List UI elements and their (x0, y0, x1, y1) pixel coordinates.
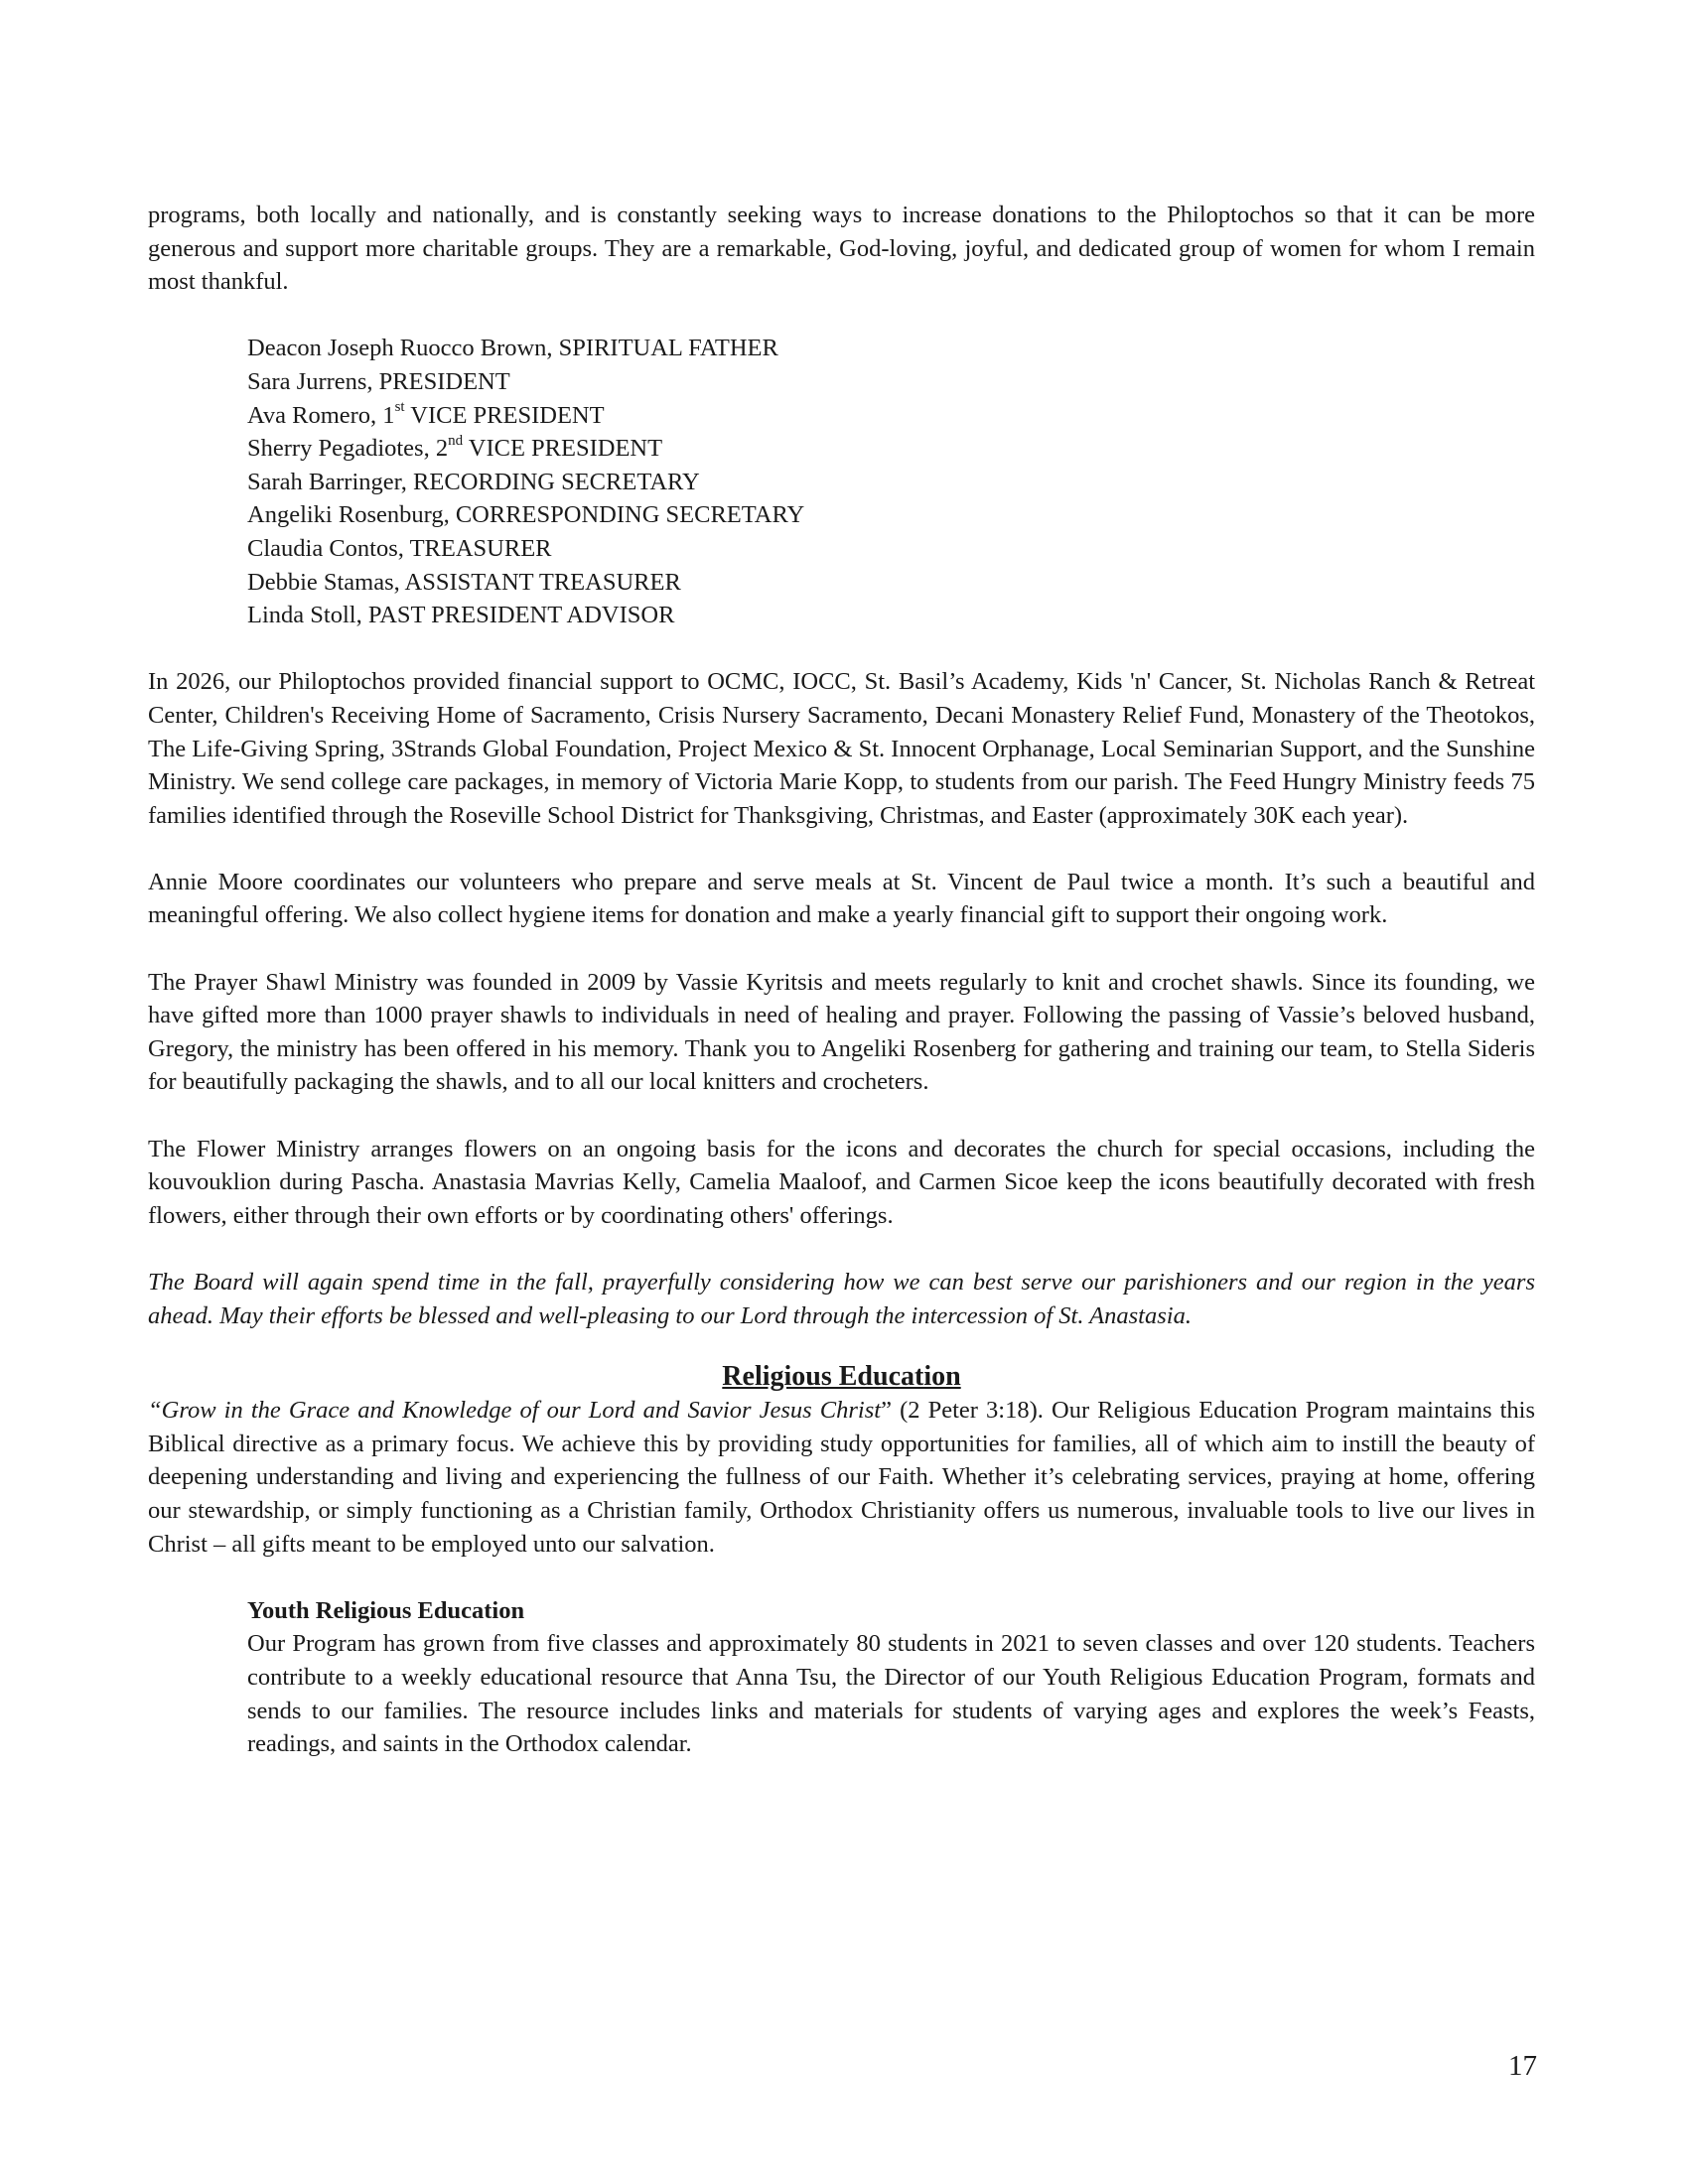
officer-text: Linda Stoll, PAST PRESIDENT ADVISOR (247, 602, 675, 629)
quote-close: ” (881, 1397, 892, 1425)
officer-text: Claudia Contos, TREASURER (247, 534, 552, 562)
officer-text: Sara Jurrens, PRESIDENT (247, 367, 510, 395)
vincent-paragraph: Annie Moore coordinates our volunteers who prepare and serve meals at St. Vincent de Paul twice a month. It’s such a beautiful and meaningful offering. We also collect hygiene items for donation and make a yearly financial gift to support their ongoing work. (148, 868, 1535, 929)
scripture-quote: “Grow in the Grace and Knowledge of our Lord and Savior Jesus Christ (148, 1397, 882, 1425)
board-paragraph: The Board will again spend time in the fall, prayerfully considering how we can best serve our parishioners and our region in the years ahead. May their efforts be blessed and well-pleasing to our Lord through the intercession of St. Anastasia. (148, 1269, 1535, 1329)
officer-line (247, 365, 1535, 399)
youth-section (247, 1594, 1535, 1761)
officer-line (247, 566, 1535, 600)
officer-title: VICE PRESIDENT (404, 401, 605, 429)
religious-education-paragraph (148, 1394, 1535, 1561)
officer-text: Debbie Stamas, ASSISTANT TREASURER (247, 568, 681, 596)
officer-line (247, 332, 1535, 365)
youth-section-body: Our Program has grown from five classes and approximately 80 students in 2021 to seven classes and over 120 students. Teachers contribute to a weekly educational resource that Anna Tsu, the Director of our Youth Religious Education Program, formats and sends to our families. The resource includes links and materials for students of varying ages and explores the week’s Feasts, readings, and saints in the Orthodox calendar. (247, 1630, 1535, 1758)
officer-line (247, 432, 1535, 466)
officer-text: Sherry Pegadiotes, 2 (247, 435, 449, 463)
document-page (148, 199, 1535, 1761)
ordinal-suffix: nd (448, 433, 464, 449)
flower-paragraph: The Flower Ministry arranges flowers on an ongoing basis for the icons and decorates the church for special occasions, including the kouvouklion during Pascha. Anastasia Mavrias Kelly, Camelia Maaloof, and Carmen Sicoe keep the icons beautifully decorated with fresh flowers, either through their own efforts or by coordinating others' offerings. (148, 1135, 1535, 1229)
youth-section-title: Youth Religious Education (247, 1596, 525, 1624)
officer-text: Ava Romero, 1 (247, 401, 395, 429)
officer-line (247, 399, 1535, 433)
officer-text: Sarah Barringer, RECORDING SECRETARY (247, 468, 700, 495)
page-number: 17 (1508, 2050, 1537, 2082)
officer-line (247, 532, 1535, 566)
officers-list (247, 332, 1535, 631)
support-paragraph: In 2026, our Philoptochos provided financial support to OCMC, IOCC, St. Basil’s Academy, Kids 'n' Cancer, St. Nicholas Ranch & Retreat Center, Children's Receiving Home of Sacramento, Crisis Nursery Sacramento, Decani Monastery Relief Fund, Monastery of the Theotokos, The Life-Giving Spring, 3Strands Global Foundation, Project Mexico & St. Innocent Orphanage, Local Seminarian Support, and the Sunshine Ministry. We send college care packages, in memory of Victoria Marie Kopp, to students from our parish. The Feed Hungry Ministry feeds 75 families identified through the Roseville School District for Thanksgiving, Christmas, and Easter (approximately 30K each year). (148, 668, 1535, 829)
religious-education-body: (2 Peter 3:18). Our Religious Education Program maintains this Biblical directive as a primary focus. We achieve this by providing study opportunities for families, all of which aim to instill the beauty of deepening understanding and living and experiencing the fullness of our Faith. Whether it’s celebrating services, praying at home, offering our stewardship, or simply functioning as a Christian family, Orthodox Christianity offers us numerous, invaluable tools to live our lives in Christ – all gifts meant to be employed unto our salvation. (148, 1397, 1535, 1558)
officer-title: VICE PRESIDENT (463, 435, 663, 463)
shawl-paragraph: The Prayer Shawl Ministry was founded in 2009 by Vassie Kyritsis and meets regularly to knit and crochet shawls. Since its founding, we have gifted more than 1000 prayer shawls to individuals in need of healing and prayer. Following the passing of Vassie’s beloved husband, Gregory, the ministry has been offered in his memory. Thank you to Angeliki Rosenberg for gathering and training our team, to Stella Sideris for beautifully packaging the shawls, and to all our local knitters and crocheters. (148, 968, 1535, 1096)
officer-line (247, 498, 1535, 532)
ordinal-suffix: st (394, 399, 405, 416)
officer-text: Angeliki Rosenburg, CORRESPONDING SECRETARY (247, 501, 805, 529)
officer-line (247, 599, 1535, 632)
intro-paragraph: programs, both locally and nationally, and is constantly seeking ways to increase donations to the Philoptochos so that it can be more generous and support more charitable groups. They are a remarkable, God-loving, joyful, and dedicated group of women for whom I remain most thankful. (148, 202, 1535, 296)
officer-text: Deacon Joseph Ruocco Brown, SPIRITUAL FATHER (247, 335, 778, 362)
officer-line (247, 466, 1535, 499)
section-title-religious-education: Religious Education (722, 1361, 961, 1393)
